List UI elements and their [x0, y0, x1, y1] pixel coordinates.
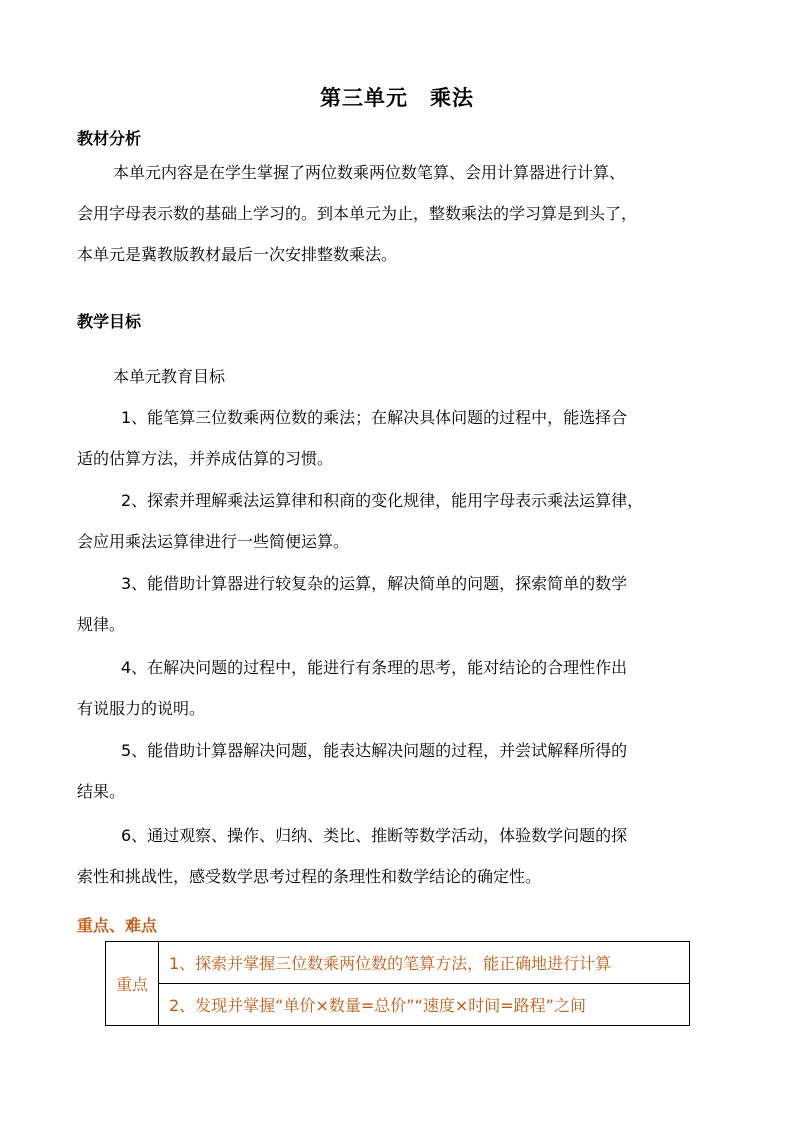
- goals-intro-text: 本单元教育目标: [113, 367, 226, 386]
- analysis-heading: 教材分析: [77, 129, 142, 148]
- goal-line: 5、能借助计算器解决问题，能表达解决问题的过程，并尝试解释所得的: [121, 741, 628, 760]
- goal-line: 索性和挑战性，感受数学思考过程的条理性和数学结论的确定性。: [77, 867, 542, 886]
- analysis-line: 会用字母表示数的基础上学习的。到本单元为止，整数乘法的学习算是到头了，: [77, 204, 638, 223]
- goal-line: 适的估算方法，并养成估算的习惯。: [77, 449, 334, 468]
- goals-intro: [77, 356, 737, 397]
- goal-line: 规律。: [77, 615, 126, 634]
- analysis-paragraph: [77, 152, 737, 275]
- goal-line: 6、通过观察、操作、归纳、类比、推断等数学活动，体验数学问题的探: [121, 826, 628, 845]
- key-points-cells: [159, 942, 689, 1025]
- goal-line: 结果。: [77, 782, 126, 801]
- goal-item-5: [77, 730, 737, 812]
- key-point-row: 1、探索并掌握三位数乘两位数的笔算方法，能正确地进行计算: [169, 954, 612, 973]
- goal-item-6: [77, 815, 737, 897]
- goal-line: 有说服力的说明。: [77, 699, 206, 718]
- goal-line: 2、探索并理解乘法运算律和积商的变化规律，能用字母表示乘法运算律，: [121, 491, 644, 510]
- key-points-label: 重点: [106, 942, 159, 1025]
- goals-heading: 教学目标: [77, 312, 142, 331]
- goal-item-3: [77, 563, 737, 645]
- goal-item-2: [77, 480, 737, 562]
- goal-line: 4、在解决问题的过程中，能进行有条理的思考，能对结论的合理性作出: [121, 658, 628, 677]
- goal-line: 会应用乘法运算律进行一些简便运算。: [77, 532, 350, 551]
- goal-line: 1、能笔算三位数乘两位数的乘法；在解决具体问题的过程中，能选择合: [121, 408, 628, 427]
- key-points-table: [105, 941, 690, 1026]
- key-points-heading: 重点、难点: [77, 916, 158, 935]
- goal-item-1: [77, 397, 737, 479]
- analysis-line: 本单元是冀教版教材最后一次安排整数乘法。: [77, 245, 398, 264]
- page-title: 第三单元 乘法: [320, 86, 474, 110]
- goal-line: 3、能借助计算器进行较复杂的运算，解决简单的问题，探索简单的数学: [121, 574, 628, 593]
- analysis-line: 本单元内容是在学生掌握了两位数乘两位数笔算、会用计算器进行计算、: [113, 163, 626, 182]
- key-point-row: 2、发现并掌握“单价×数量=总价”“速度×时间=路程”之间: [159, 983, 689, 1025]
- goal-item-4: [77, 647, 737, 729]
